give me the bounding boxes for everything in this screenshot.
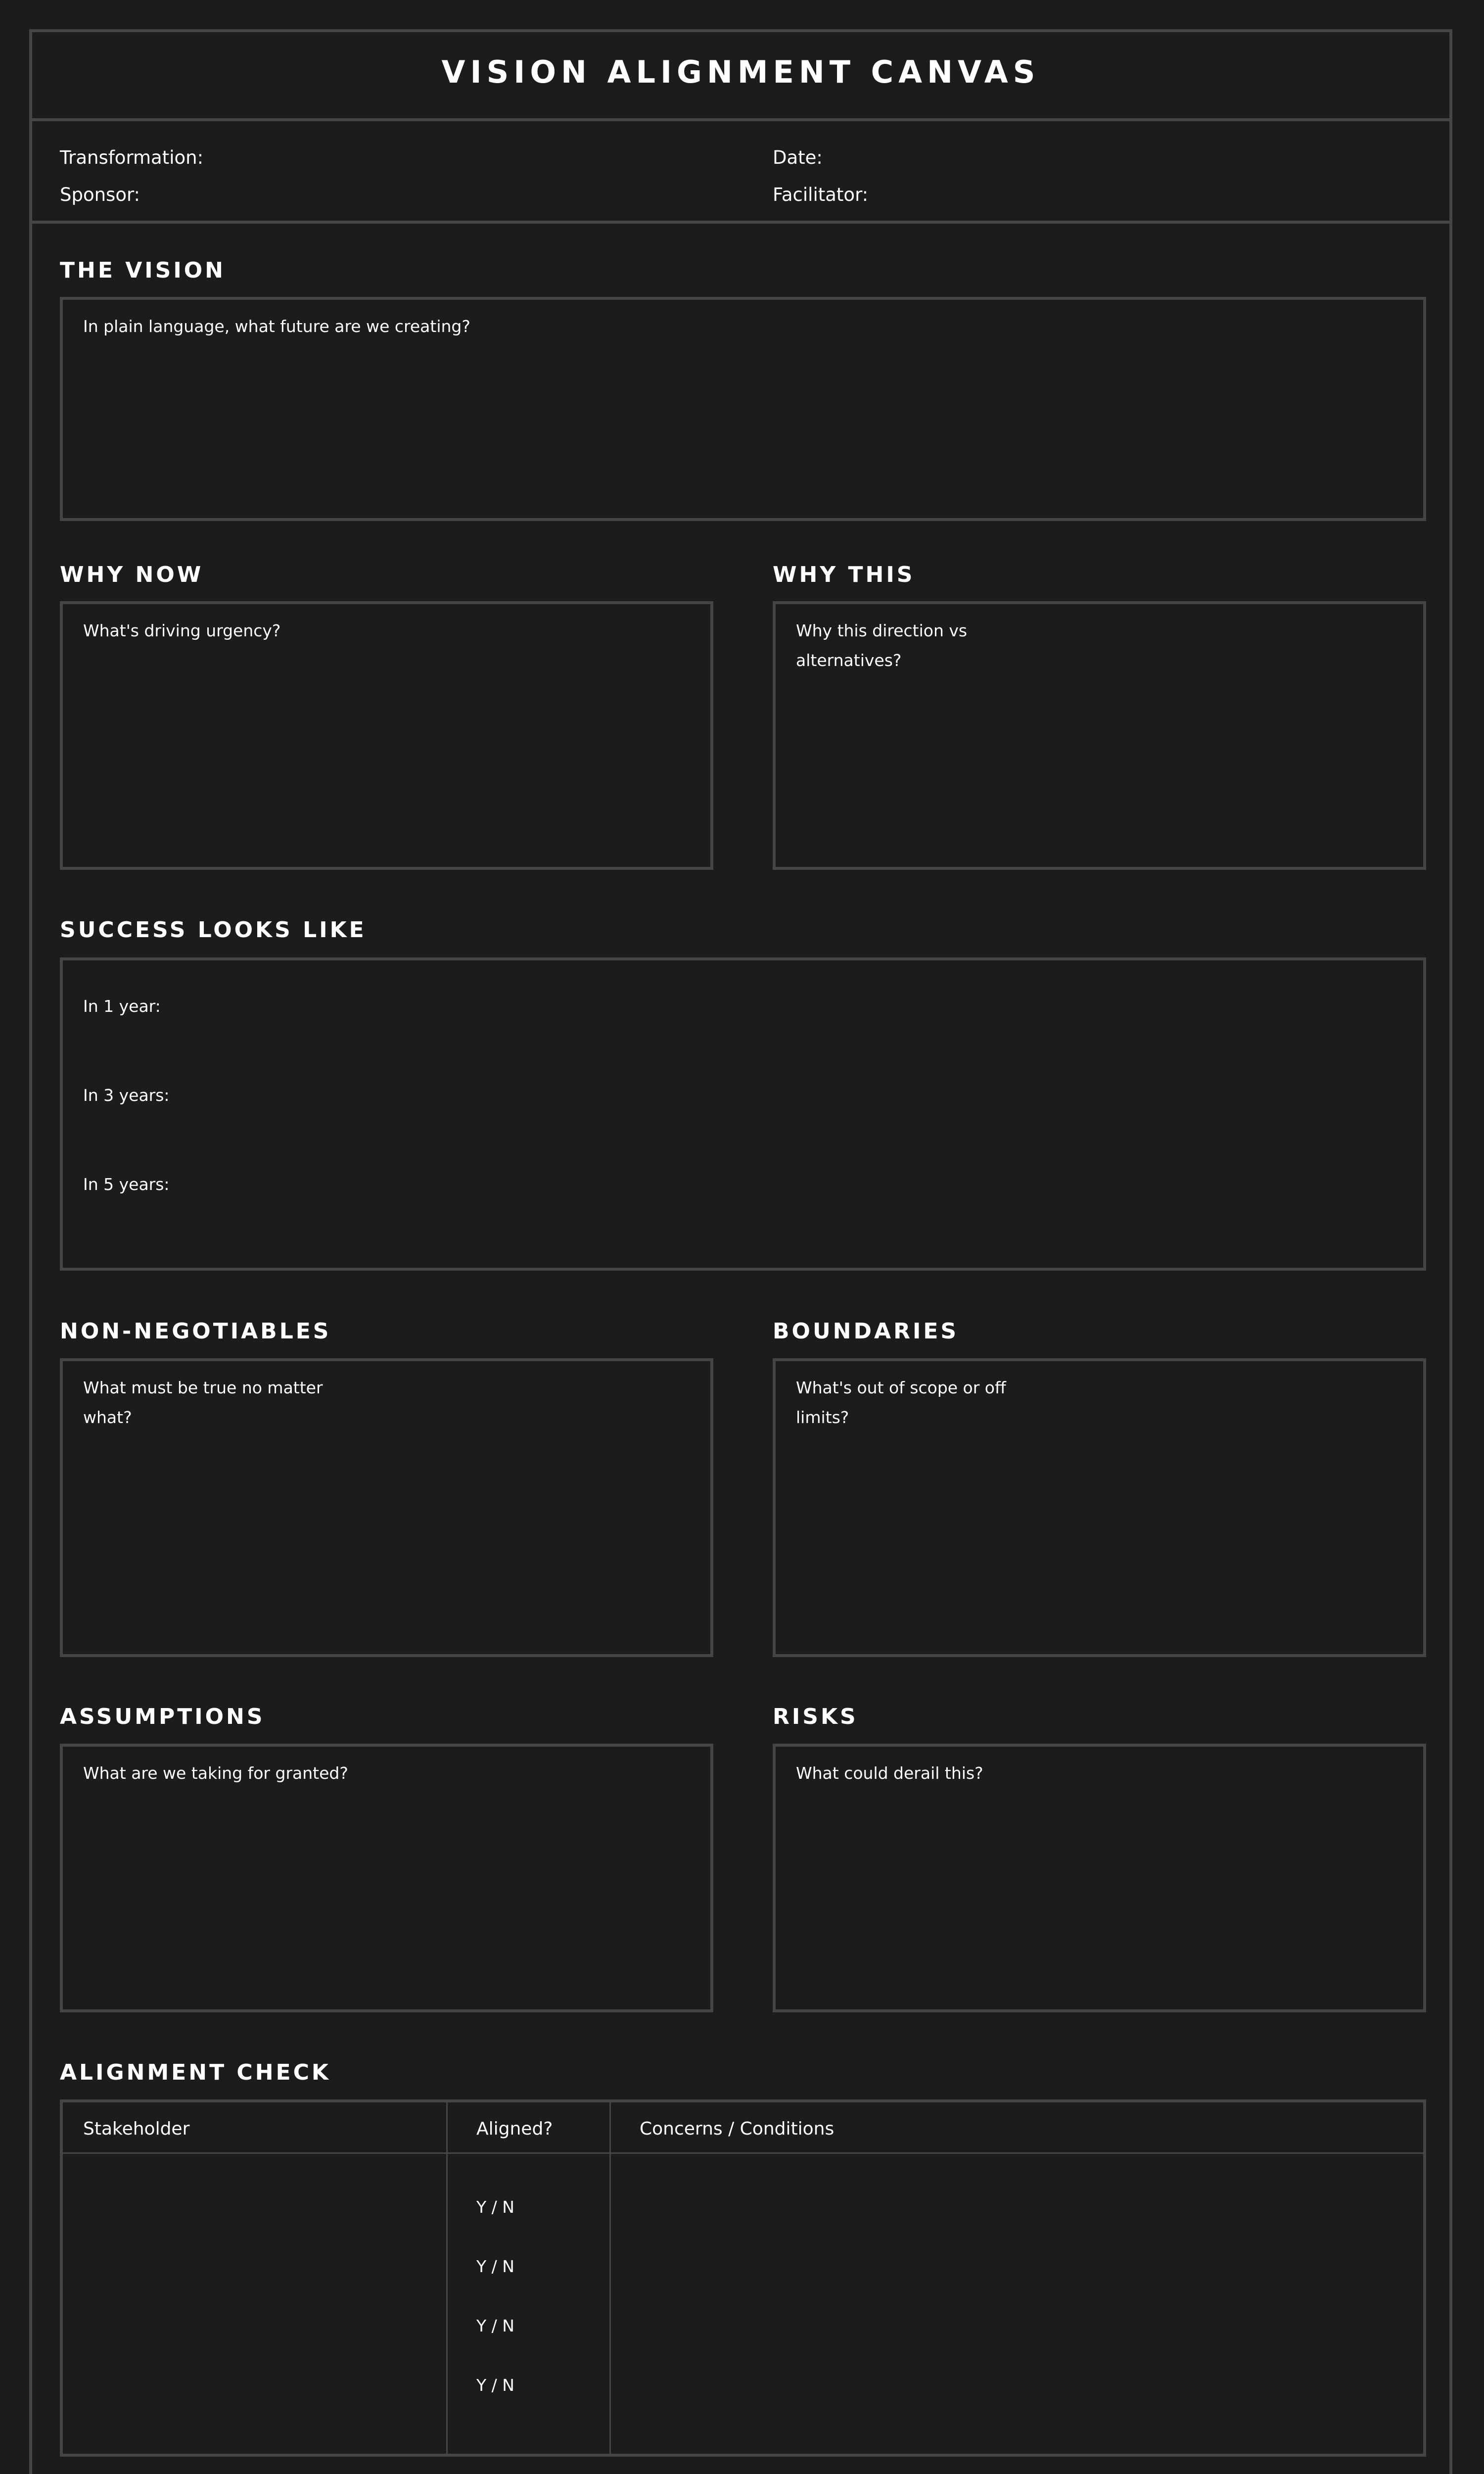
vision-prompt: In plain language, what future are we creating? <box>83 317 470 336</box>
meta-divider <box>32 221 1449 224</box>
stakeholder-header: Stakeholder <box>83 2119 190 2139</box>
non-negotiables-box[interactable] <box>60 1358 713 1657</box>
success-year3: In 3 years: <box>83 1086 170 1105</box>
why-this-prompt-line1: Why this direction vs <box>796 621 968 640</box>
risks-prompt: What could derail this? <box>796 1763 983 1783</box>
risks-title: RISKS <box>773 1704 858 1729</box>
boundaries-prompt-line2: limits? <box>796 1408 849 1427</box>
why-now-title: WHY NOW <box>60 562 204 587</box>
alignment-table <box>60 2099 1426 2457</box>
non-negotiables-title: NON-NEGOTIABLES <box>60 1319 331 1344</box>
sponsor-label: Sponsor: <box>60 184 140 205</box>
boundaries-title: BOUNDARIES <box>773 1319 959 1344</box>
vision-title: THE VISION <box>60 258 226 283</box>
non-negotiables-prompt-line2: what? <box>83 1408 132 1427</box>
success-box[interactable] <box>60 957 1426 1271</box>
success-year1: In 1 year: <box>83 997 161 1016</box>
date-label: Date: <box>773 147 823 168</box>
assumptions-prompt: What are we taking for granted? <box>83 1763 348 1783</box>
facilitator-label: Facilitator: <box>773 184 869 205</box>
assumptions-title: ASSUMPTIONS <box>60 1704 265 1729</box>
boundaries-box[interactable] <box>773 1358 1426 1657</box>
why-this-title: WHY THIS <box>773 562 915 587</box>
header-divider <box>32 118 1449 121</box>
alignment-column-divider-2 <box>609 2102 611 2454</box>
why-now-box[interactable] <box>60 601 713 870</box>
aligned-yes-no-4[interactable]: Y / N <box>476 2376 514 2395</box>
aligned-yes-no-3[interactable]: Y / N <box>476 2316 514 2335</box>
boundaries-prompt-line1: What's out of scope or off <box>796 1378 1006 1397</box>
why-this-box[interactable] <box>773 601 1426 870</box>
concerns-header: Concerns / Conditions <box>640 2119 835 2139</box>
why-now-prompt: What's driving urgency? <box>83 621 281 640</box>
vision-box[interactable] <box>60 297 1426 521</box>
canvas-frame <box>29 29 1452 2474</box>
aligned-yes-no-1[interactable]: Y / N <box>476 2197 514 2217</box>
risks-box[interactable] <box>773 1744 1426 2012</box>
why-this-prompt-line2: alternatives? <box>796 651 902 670</box>
aligned-header: Aligned? <box>476 2119 553 2139</box>
page-title: VISION ALIGNMENT CANVAS <box>441 54 1040 90</box>
success-year5: In 5 years: <box>83 1175 170 1194</box>
aligned-yes-no-2[interactable]: Y / N <box>476 2257 514 2276</box>
alignment-header-divider <box>63 2152 1423 2154</box>
assumptions-box[interactable] <box>60 1744 713 2012</box>
success-title: SUCCESS LOOKS LIKE <box>60 917 367 943</box>
transformation-label: Transformation: <box>60 147 204 168</box>
alignment-title: ALIGNMENT CHECK <box>60 2060 331 2085</box>
alignment-column-divider-1 <box>446 2102 448 2454</box>
non-negotiables-prompt-line1: What must be true no matter <box>83 1378 323 1397</box>
